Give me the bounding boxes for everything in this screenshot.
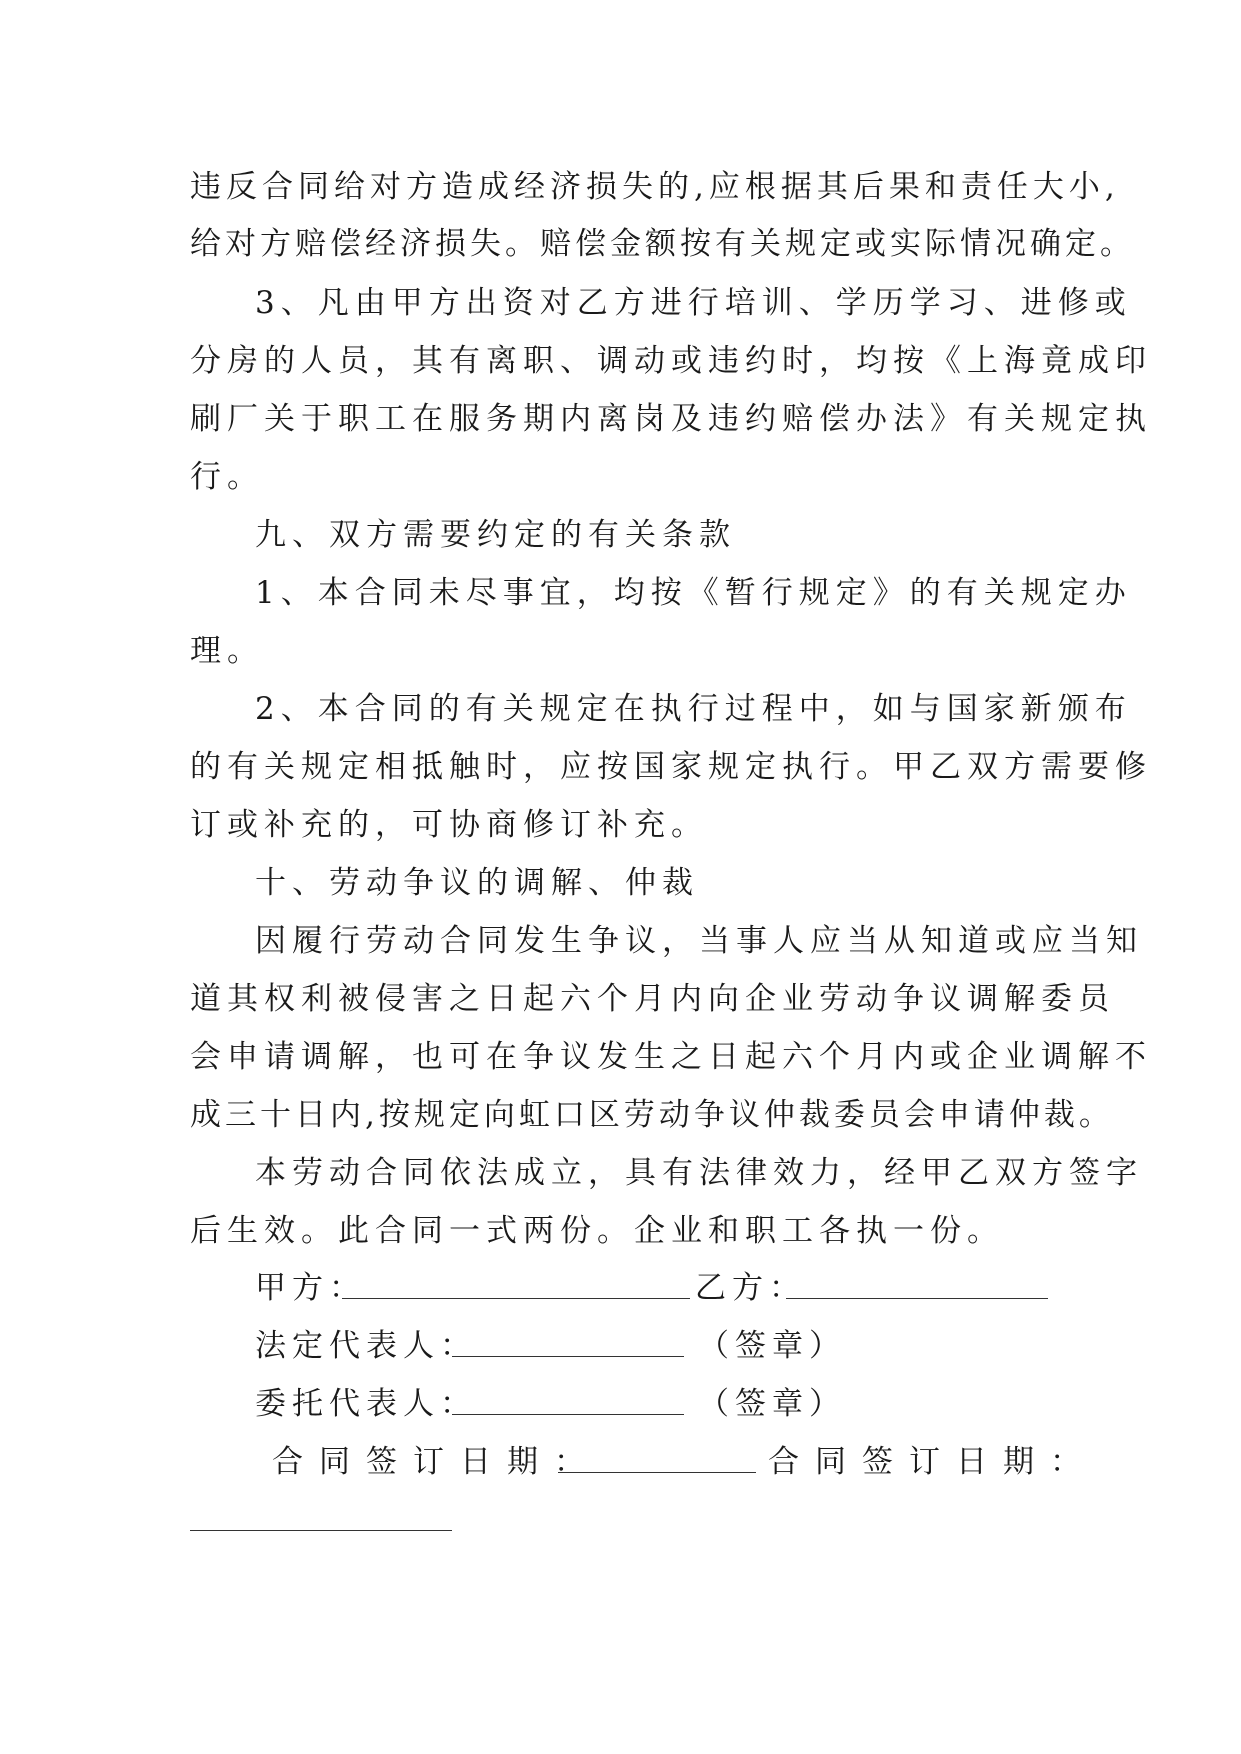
- body-line: 后生效。此合同一式两份。企业和职工各执一份。: [190, 1213, 1004, 1249]
- body-line: 订或补充的，可协商修订补充。: [190, 807, 708, 843]
- sign-date-blank-b[interactable]: [190, 1530, 452, 1531]
- party-a-signature-blank[interactable]: [342, 1298, 690, 1299]
- section-heading: 九、双方需要约定的有关条款: [255, 517, 736, 553]
- body-line: 成三十日内,按规定向虹口区劳动争议仲裁委员会申请仲裁。: [190, 1097, 1114, 1133]
- body-line: 道其权利被侵害之日起六个月内向企业劳动争议调解委员: [190, 981, 1115, 1017]
- trustee-label: 委托代表人：: [255, 1386, 477, 1422]
- trustee-blank[interactable]: [452, 1414, 684, 1415]
- body-line: 2、本合同的有关规定在执行过程中，如与国家新颁布: [255, 691, 1132, 727]
- party-a-label: 甲方：: [255, 1270, 366, 1306]
- party-b-signature-blank[interactable]: [786, 1298, 1048, 1299]
- sign-date-label-a: 合同签订日期：: [272, 1444, 601, 1480]
- sign-date-blank-a[interactable]: [558, 1472, 756, 1473]
- trustee-seal-note: （签章）: [698, 1386, 846, 1422]
- body-line: 1、本合同未尽事宜，均按《暂行规定》的有关规定办: [255, 575, 1132, 611]
- body-line: 本劳动合同依法成立，具有法律效力，经甲乙双方签字: [255, 1155, 1143, 1191]
- body-line: 的有关规定相抵触时，应按国家规定执行。甲乙双方需要修: [190, 749, 1152, 785]
- legal-representative-seal-note: （签章）: [698, 1328, 846, 1364]
- section-heading: 十、劳动争议的调解、仲裁: [255, 865, 699, 901]
- body-line: 违反合同给对方造成经济损失的,应根据其后果和责任大小,: [190, 169, 1120, 205]
- body-line: 会申请调解，也可在争议发生之日起六个月内或企业调解不: [190, 1039, 1152, 1075]
- legal-representative-label: 法定代表人：: [255, 1328, 477, 1364]
- body-line: 刷厂关于职工在服务期内离岗及违约赔偿办法》有关规定执: [190, 401, 1152, 437]
- legal-representative-blank[interactable]: [452, 1356, 684, 1357]
- body-line: 理。: [190, 633, 264, 669]
- body-line: 3、凡由甲方出资对乙方进行培训、学历学习、进修或: [255, 285, 1132, 321]
- body-line: 给对方赔偿经济损失。赔偿金额按有关规定或实际情况确定。: [190, 226, 1135, 262]
- body-line: 分房的人员，其有离职、调动或违约时，均按《上海竟成印: [190, 343, 1152, 379]
- body-line: 因履行劳动合同发生争议，当事人应当从知道或应当知: [255, 923, 1143, 959]
- body-line: 行。: [190, 459, 264, 495]
- party-b-label: 乙方：: [695, 1270, 806, 1306]
- sign-date-label-b: 合同签订日期：: [768, 1444, 1097, 1480]
